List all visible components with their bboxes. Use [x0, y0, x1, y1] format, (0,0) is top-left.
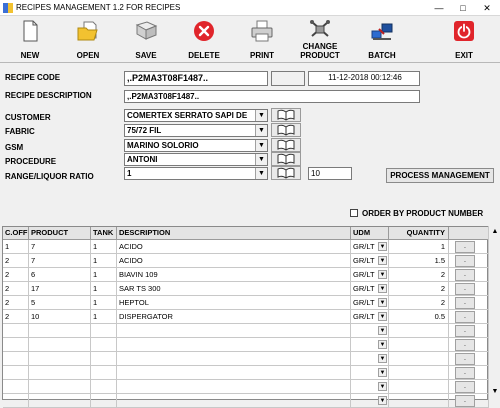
column-header-udm[interactable]: UDM — [351, 227, 389, 240]
cell-description[interactable] — [117, 352, 351, 366]
cell-quantity[interactable] — [389, 366, 449, 380]
chevron-down-icon[interactable]: ▼ — [379, 384, 386, 390]
column-header-product[interactable]: PRODUCT — [29, 227, 91, 240]
save-icon — [134, 20, 158, 42]
cell-udm[interactable]: GR/LT — [351, 296, 389, 310]
fabric-lookup-button[interactable] — [271, 123, 301, 137]
procedure-lookup-button[interactable] — [271, 152, 301, 166]
cell-product[interactable] — [29, 366, 91, 380]
cell-udm[interactable]: GR/LT — [351, 268, 389, 282]
book-icon — [272, 139, 300, 151]
cell-coff[interactable] — [3, 352, 29, 366]
cell-coff[interactable]: 2 — [3, 282, 29, 296]
cell-quantity[interactable] — [389, 338, 449, 352]
procedure-label: PROCEDURE — [5, 157, 57, 166]
cell-coff[interactable]: 1 — [3, 240, 29, 254]
cell-tank[interactable] — [91, 324, 117, 338]
product-grid — [2, 226, 488, 404]
cell-product[interactable]: 17 — [29, 282, 91, 296]
cell-quantity[interactable]: 2 — [389, 296, 449, 310]
cell-quantity[interactable] — [389, 324, 449, 338]
row-detail-button[interactable]: . — [455, 353, 475, 365]
chevron-down-icon[interactable]: ▼ — [379, 286, 386, 292]
gsm-lookup-button[interactable] — [271, 138, 301, 152]
ratio-label: RANGE/LIQUOR RATIO — [5, 172, 94, 181]
new-label: NEW — [20, 51, 40, 60]
procedure-select[interactable] — [124, 153, 268, 166]
chevron-down-icon[interactable]: ▼ — [255, 140, 267, 151]
change-product-label-line1: CHANGE — [302, 42, 338, 51]
print-button[interactable] — [236, 17, 288, 62]
recipe-code-field[interactable]: ,.P2MA3T08F1487.. — [124, 71, 268, 86]
open-label: OPEN — [76, 51, 100, 60]
cell-product[interactable] — [29, 394, 91, 408]
chevron-down-icon[interactable]: ▼ — [379, 314, 386, 320]
cell-quantity[interactable]: 1.5 — [389, 254, 449, 268]
batch-label: BATCH — [368, 51, 396, 60]
row-detail-button[interactable]: . — [455, 269, 475, 281]
column-header-coff[interactable]: C.OFF — [3, 227, 29, 240]
column-header-tank[interactable]: TANK — [91, 227, 117, 240]
cell-product[interactable]: 6 — [29, 268, 91, 282]
recipe-code-aux-field[interactable] — [271, 71, 305, 86]
toolbar — [0, 16, 500, 63]
row-detail-button[interactable]: . — [455, 325, 475, 337]
cell-description[interactable]: DISPERGATOR — [117, 310, 351, 324]
recipe-description-field[interactable]: ,.P2MA3T08F1487.. — [124, 90, 420, 103]
cell-description[interactable]: ACIDO — [117, 254, 351, 268]
cell-quantity[interactable] — [389, 380, 449, 394]
vertical-scrollbar[interactable] — [488, 226, 500, 400]
cell-tank[interactable] — [91, 366, 117, 380]
cell-description[interactable] — [117, 394, 351, 408]
customer-value: COMERTEX SERRATO SAPI DE — [127, 111, 248, 120]
cell-description[interactable]: BIAVIN 109 — [117, 268, 351, 282]
cell-product[interactable] — [29, 352, 91, 366]
ratio-lookup-button[interactable] — [271, 166, 301, 180]
gsm-select[interactable] — [124, 139, 268, 152]
book-icon — [272, 124, 300, 136]
chevron-down-icon[interactable]: ▼ — [379, 342, 386, 348]
gsm-label: GSM — [5, 143, 24, 152]
cell-description[interactable] — [117, 324, 351, 338]
exit-icon — [452, 20, 476, 42]
maximize-button[interactable]: □ — [460, 3, 466, 13]
order-by-product-label: ORDER BY PRODUCT NUMBER — [362, 209, 484, 218]
cell-coff[interactable] — [3, 366, 29, 380]
minimize-button[interactable]: — — [434, 3, 444, 13]
cell-coff[interactable]: 2 — [3, 268, 29, 282]
cell-udm[interactable]: GR/LT — [351, 254, 389, 268]
cell-tank[interactable]: 1 — [91, 282, 117, 296]
cell-description[interactable] — [117, 380, 351, 394]
cell-tank[interactable]: 1 — [91, 310, 117, 324]
open-folder-icon — [76, 20, 100, 42]
cell-tank[interactable] — [91, 394, 117, 408]
open-button[interactable] — [62, 17, 114, 62]
cell-description[interactable]: SAR TS 300 — [117, 282, 351, 296]
cell-product[interactable]: 7 — [29, 254, 91, 268]
cell-quantity[interactable] — [389, 352, 449, 366]
procedure-value: ANTONI — [127, 155, 158, 164]
fabric-label: FABRIC — [5, 127, 35, 136]
cell-tank[interactable] — [91, 338, 117, 352]
cell-product[interactable] — [29, 380, 91, 394]
cell-coff[interactable] — [3, 338, 29, 352]
chevron-down-icon[interactable]: ▼ — [379, 370, 386, 376]
order-by-product-checkbox[interactable] — [350, 209, 358, 217]
scroll-down-icon[interactable]: ▼ — [491, 388, 499, 395]
new-button[interactable] — [4, 17, 56, 62]
scroll-up-icon[interactable]: ▲ — [491, 228, 499, 235]
row-detail-button[interactable]: . — [455, 311, 475, 323]
cell-tank[interactable]: 1 — [91, 254, 117, 268]
book-icon — [272, 167, 300, 179]
fabric-select[interactable] — [124, 124, 268, 137]
cell-tank[interactable]: 1 — [91, 240, 117, 254]
cell-tank[interactable] — [91, 352, 117, 366]
delete-button[interactable] — [178, 17, 230, 62]
chevron-down-icon[interactable]: ▼ — [379, 244, 386, 250]
customer-label: CUSTOMER — [5, 113, 51, 122]
change-product-label-line2: PRODUCT — [300, 51, 340, 60]
batch-button[interactable] — [356, 17, 408, 62]
book-icon — [272, 109, 300, 121]
row-detail-button[interactable]: . — [455, 395, 475, 407]
ratio-value: 1 — [127, 169, 132, 178]
cell-product[interactable]: 5 — [29, 296, 91, 310]
chevron-down-icon[interactable]: ▼ — [255, 110, 267, 121]
ratio-select[interactable] — [124, 167, 268, 180]
batch-icon — [370, 20, 394, 42]
printer-icon — [250, 20, 274, 42]
cell-description[interactable]: HEPTOL — [117, 296, 351, 310]
recipe-description-label: RECIPE DESCRIPTION — [5, 91, 92, 100]
new-document-icon — [18, 20, 42, 42]
cell-coff[interactable]: 2 — [3, 254, 29, 268]
save-label: SAVE — [135, 51, 157, 60]
cell-description[interactable] — [117, 366, 351, 380]
customer-lookup-button[interactable] — [271, 108, 301, 122]
column-header-actions — [449, 227, 489, 240]
gsm-value: MARINO SOLORIO — [127, 141, 199, 150]
delete-label: DELETE — [188, 51, 220, 60]
book-icon — [272, 153, 300, 165]
change-product-icon — [308, 18, 332, 40]
chevron-down-icon[interactable]: ▼ — [255, 125, 267, 136]
cell-product[interactable]: 10 — [29, 310, 91, 324]
window-title: RECIPES MANAGEMENT 1.2 FOR RECIPES — [16, 3, 181, 12]
chevron-down-icon[interactable]: ▼ — [379, 356, 386, 362]
customer-select[interactable] — [124, 109, 268, 122]
process-management-button[interactable]: PROCESS MANAGEMENT — [386, 168, 494, 183]
cell-coff[interactable] — [3, 324, 29, 338]
cell-coff[interactable] — [3, 394, 29, 408]
exit-button[interactable] — [438, 17, 490, 62]
cell-description[interactable] — [117, 338, 351, 352]
change-product-button[interactable] — [292, 17, 348, 62]
cell-udm[interactable]: GR/LT — [351, 282, 389, 296]
row-detail-button[interactable]: . — [455, 283, 475, 295]
cell-tank[interactable] — [91, 380, 117, 394]
cell-quantity[interactable]: 2 — [389, 282, 449, 296]
cell-tank[interactable]: 1 — [91, 268, 117, 282]
cell-coff[interactable]: 2 — [3, 296, 29, 310]
cell-udm[interactable]: GR/LT — [351, 310, 389, 324]
datetime-field: 11-12-2018 00:12:46 — [308, 71, 420, 86]
chevron-down-icon[interactable]: ▼ — [379, 328, 386, 334]
cell-product[interactable] — [29, 324, 91, 338]
row-detail-button[interactable]: . — [455, 241, 475, 253]
fabric-value: 75/72 FIL — [127, 126, 162, 135]
cell-quantity[interactable]: 0.5 — [389, 310, 449, 324]
chevron-down-icon[interactable]: ▼ — [379, 258, 386, 264]
chevron-down-icon[interactable]: ▼ — [255, 154, 267, 165]
app-icon — [3, 3, 13, 13]
cell-tank[interactable]: 1 — [91, 296, 117, 310]
cell-product[interactable] — [29, 338, 91, 352]
column-header-quantity[interactable]: QUANTITY — [389, 227, 449, 240]
cell-quantity[interactable]: 2 — [389, 268, 449, 282]
title-bar — [0, 0, 500, 16]
cell-quantity[interactable]: 1 — [389, 240, 449, 254]
row-detail-button[interactable]: . — [455, 381, 475, 393]
cell-coff[interactable]: 2 — [3, 310, 29, 324]
column-header-description[interactable]: DESCRIPTION — [117, 227, 351, 240]
ratio-extra-field[interactable]: 10 — [308, 167, 352, 180]
cell-product[interactable]: 7 — [29, 240, 91, 254]
print-label: PRINT — [250, 51, 274, 60]
cell-description[interactable]: ACIDO — [117, 240, 351, 254]
chevron-down-icon[interactable]: ▼ — [379, 272, 386, 278]
row-detail-button[interactable]: . — [455, 367, 475, 379]
chevron-down-icon[interactable]: ▼ — [379, 300, 386, 306]
save-button[interactable] — [120, 17, 172, 62]
row-detail-button[interactable]: . — [455, 297, 475, 309]
exit-label: EXIT — [455, 51, 473, 60]
recipe-code-label: RECIPE CODE — [5, 73, 61, 82]
row-detail-button[interactable]: . — [455, 339, 475, 351]
cell-coff[interactable] — [3, 380, 29, 394]
row-detail-button[interactable]: . — [455, 255, 475, 267]
cell-udm[interactable]: GR/LT — [351, 240, 389, 254]
chevron-down-icon[interactable]: ▼ — [255, 168, 267, 179]
close-window-button[interactable]: ✕ — [483, 3, 491, 13]
cell-quantity[interactable] — [389, 394, 449, 408]
delete-icon — [192, 20, 216, 42]
chevron-down-icon[interactable]: ▼ — [379, 398, 386, 404]
